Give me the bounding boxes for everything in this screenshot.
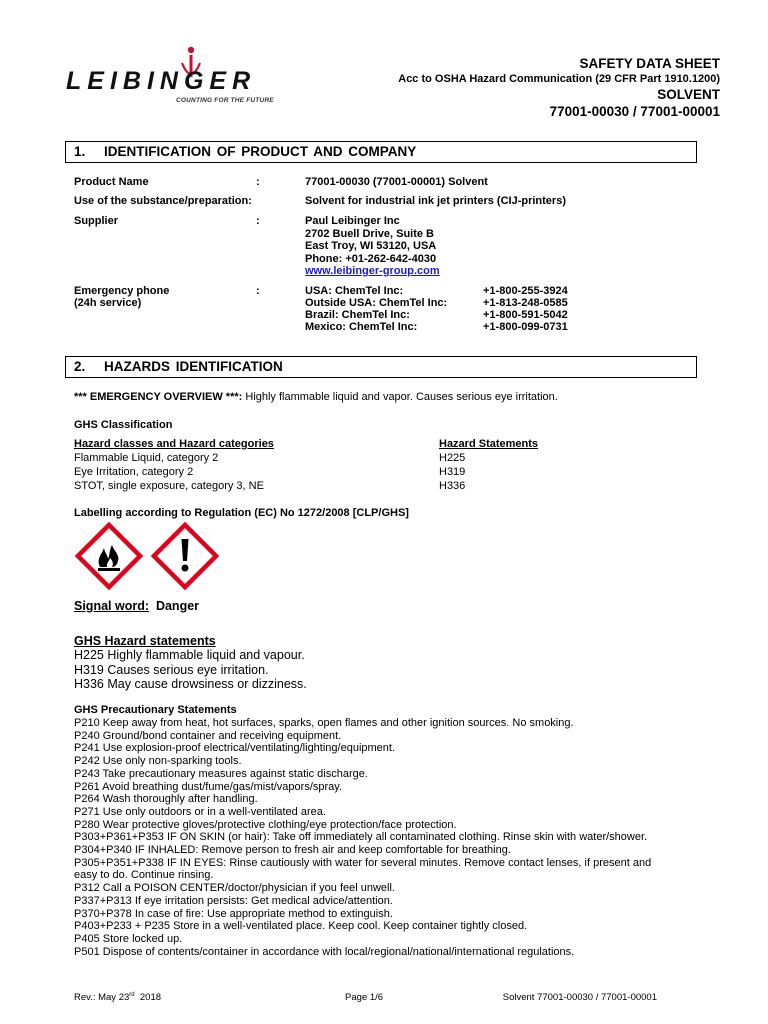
signal-word-label: Signal word: [74,599,149,613]
signal-word-value: Danger [155,599,200,613]
hazard-statements-heading: GHS Hazard statements [74,634,216,648]
precautionary-statement: easy to do. Continue rinsing. [74,869,214,882]
ghs-classification-heading: GHS Classification [74,419,173,431]
precautionary-statement: P303+P361+P353 IF ON SKIN (or hair): Take off immediately all contaminated clothing. Rinse skin with water/shower. [74,831,648,844]
precautionary-statement: P403+P233 + P235 Store in a well-ventilated place. Keep cool. Keep container tightly closed. [74,920,528,933]
section-title: HAZARDS IDENTIFICATION [104,359,283,374]
emergency-contact-phone: +1-813-248-0585 [483,297,568,309]
hazard-class: Flammable Liquid, category 2 [74,452,219,464]
hazard-class: Eye Irritation, category 2 [74,466,194,478]
precautionary-statement: P312 Call a POISON CENTER/doctor/physician if you feel unwell. [74,882,395,895]
hazard-statement: H319 Causes serious eye irritation. [74,662,269,677]
emergency-label-service: (24h service) [74,297,142,309]
product-name-label: Product Name [74,176,149,188]
section-number: 1. [74,144,86,159]
precautionary-statement: P280 Wear protective gloves/protective clothing/eye protection/face protection. [74,818,457,831]
product-codes: 77001-00030 / 77001-00001 [549,104,720,119]
exclamation-pictogram-icon [150,521,220,591]
section-title: IDENTIFICATION OF PRODUCT AND COMPANY [104,144,417,159]
precautionary-statement: P243 Take precautionary measures against static discharge. [74,767,368,780]
hazard-statement-code: H336 [439,480,466,492]
supplier-label: Supplier [74,215,119,227]
supplier-line: 2702 Buell Drive, Suite B [305,227,434,240]
emergency-contact-phone: +1-800-255-3924 [483,285,568,297]
emergency-label: Emergency phone [74,285,170,297]
precautionary-statement: P210 Keep away from heat, hot surfaces, sparks, open flames and other ignition sources. No smoking. [74,717,574,729]
emergency-contact-name: USA: ChemTel Inc: [305,285,404,297]
document-title: SAFETY DATA SHEET [579,56,720,71]
product-heading: SOLVENT [657,87,720,102]
section-1-header [65,141,697,163]
footer-page-number: Page 1/6 [345,992,384,1003]
labelling-heading: Labelling according to Regulation (EC) No 1272/2008 [CLP/GHS] [74,507,409,519]
hazard-classes-header: Hazard classes and Hazard categories [74,438,274,450]
separator: : [256,176,260,188]
precautionary-statement-list [74,717,651,958]
supplier-line: Paul Leibinger Inc [305,215,400,227]
revision-date-suffix: rd [129,992,135,998]
supplier-line: East Troy, WI 53120, USA [305,240,437,252]
overview-label: *** EMERGENCY OVERVIEW ***: [74,391,243,403]
hazard-statement-code: H319 [439,466,466,478]
emergency-overview [74,391,558,404]
emergency-contact-phone: +1-800-591-5042 [483,309,568,321]
logo-brand-text: LEIBINGER [66,67,257,95]
supplier-line: Phone: +01-262-642-4030 [305,252,437,265]
precautionary-statement: P242 Use only non-sparking tools. [74,755,242,768]
precautionary-statement: P305+P351+P338 IF IN EYES: Rinse cautiously with water for several minutes. Remove contact lenses, if present and [74,856,652,869]
footer-document-id: Solvent 77001-00030 / 77001-00001 [502,992,657,1003]
hazard-statements-header: Hazard Statements [439,438,539,450]
hazard-statement: H225 Highly flammable liquid and vapour. [74,648,305,662]
section-2-header [65,356,697,378]
flame-pictogram-icon [74,521,144,591]
supplier-website-link[interactable]: www.leibinger-group.com [305,265,440,277]
logo-tagline: COUNTING FOR THE FUTURE [176,97,274,104]
precautionary-statement: P240 Ground/bond container and receiving equipment. [74,729,342,742]
precautionary-statement: P501 Dispose of contents/container in accordance with local/regional/national/international regulations. [74,945,575,958]
precautionary-statement: P241 Use explosion-proof electrical/ventilating/lighting/equipment. [74,742,396,755]
overview-text: Highly flammable liquid and vapor. Causes serious eye irritation. [242,391,558,403]
precautionary-statement: P264 Wash thoroughly after handling. [74,793,258,806]
section-number: 2. [74,359,86,374]
emergency-contact-name: Brazil: ChemTel Inc: [305,309,410,321]
use-value: Solvent for industrial ink jet printers (CIJ-printers) [305,195,566,207]
precautionary-statement: P261 Avoid breathing dust/fume/gas/mist/vapors/spray. [74,780,343,793]
precautionary-statement: P271 Use only outdoors or in a well-ventilated area. [74,805,326,818]
emergency-contact-phone: +1-800-099-0731 [483,321,568,333]
product-name-value: 77001-00030 (77001-00001) Solvent [305,176,488,188]
hazard-statement-list [74,648,307,692]
revision-date: Rev.: May 23 [74,992,130,1004]
signal-word [74,599,199,613]
hazard-class: STOT, single exposure, category 3, NE [74,480,264,492]
emergency-contact-name: Outside USA: ChemTel Inc: [305,297,448,309]
supplier-address [305,215,440,278]
separator: : [256,285,260,297]
emergency-contact-name: Mexico: ChemTel Inc: [305,321,418,333]
hazard-statement: H336 May cause drowsiness or dizziness. [74,677,307,691]
separator: : [256,215,260,227]
precautionary-statements-heading: GHS Precautionary Statements [74,704,237,716]
company-logo [66,45,286,110]
use-label: Use of the substance/preparation: [74,195,252,207]
footer-revision [74,992,161,1003]
precautionary-statement: P304+P340 IF INHALED: Remove person to fresh air and keep comfortable for breathing. [74,844,511,857]
revision-year: 2018 [134,992,162,1004]
precautionary-statement: P337+P313 If eye irritation persists: Get medical advice/attention. [74,894,393,907]
precautionary-statement: P370+P378 In case of fire: Use appropriate method to extinguish. [74,907,393,920]
hazard-statement-code: H225 [439,452,466,464]
document-subtitle: Acc to OSHA Hazard Communication (29 CFR Part 1910.1200) [398,73,720,85]
precautionary-statement: P405 Store locked up. [74,932,183,945]
